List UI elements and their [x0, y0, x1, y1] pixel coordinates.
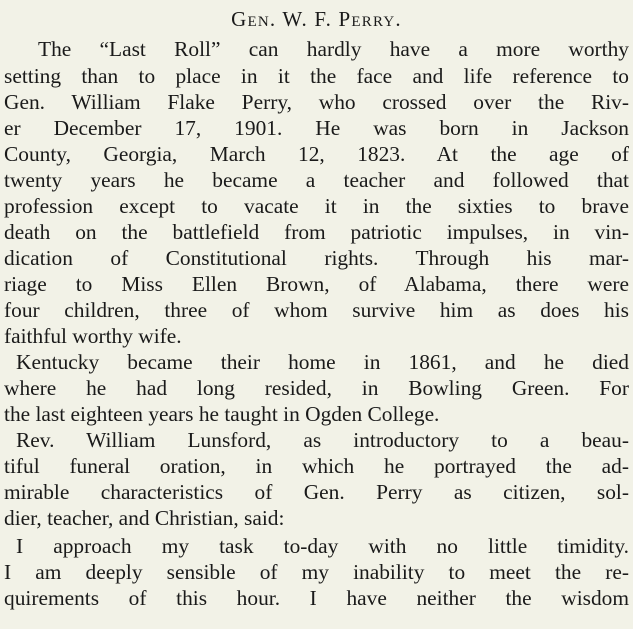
paragraph-line: Kentucky became their home in 1861, and he died	[16, 350, 629, 374]
paragraph-line: Rev. William Lunsford, as introductory to a beau-	[16, 428, 629, 452]
paragraph-line: faithful worthy wife.	[4, 324, 182, 348]
paragraph-line: tiful funeral oration, in which he portrayed the ad-	[4, 454, 629, 478]
paragraph-line: twenty years he became a teacher and followed that	[4, 168, 629, 192]
paragraph-line: er December 17, 1901. He was born in Jackson	[4, 116, 629, 140]
paragraph-line: profession except to vacate it in the sixties to brave	[4, 194, 629, 218]
paragraph-line: the last eighteen years he taught in Ogden College.	[4, 402, 440, 426]
paragraph-line: dier, teacher, and Christian, said:	[4, 506, 285, 530]
paragraph-line: The “Last Roll” can hardly have a more worthy	[38, 37, 629, 61]
paragraph-line: mirable characteristics of Gen. Perry as citizen, sol-	[4, 480, 629, 504]
page-title: Gen. W. F. Perry.	[231, 7, 402, 31]
paragraph-line: where he had long resided, in Bowling Green. For	[4, 376, 629, 400]
paragraph-line: Gen. William Flake Perry, who crossed over the Riv-	[4, 90, 629, 114]
paragraph-line: County, Georgia, March 12, 1823. At the age of	[4, 142, 629, 166]
paragraph-line: riage to Miss Ellen Brown, of Alabama, there were	[4, 272, 629, 296]
paragraph-line: quirements of this hour. I have neither the wisdom	[4, 586, 629, 610]
paragraph-line: dication of Constitutional rights. Through his mar-	[4, 246, 629, 270]
paragraph-line: setting than to place in it the face and life reference to	[4, 64, 629, 88]
paragraph-line: I am deeply sensible of my inability to meet the re-	[4, 560, 629, 584]
paragraph-line: four children, three of whom survive him as does his	[4, 298, 629, 322]
paragraph-line: I approach my task to-day with no little timidity.	[16, 534, 629, 558]
paragraph-line: death on the battlefield from patriotic impulses, in vin-	[4, 220, 629, 244]
